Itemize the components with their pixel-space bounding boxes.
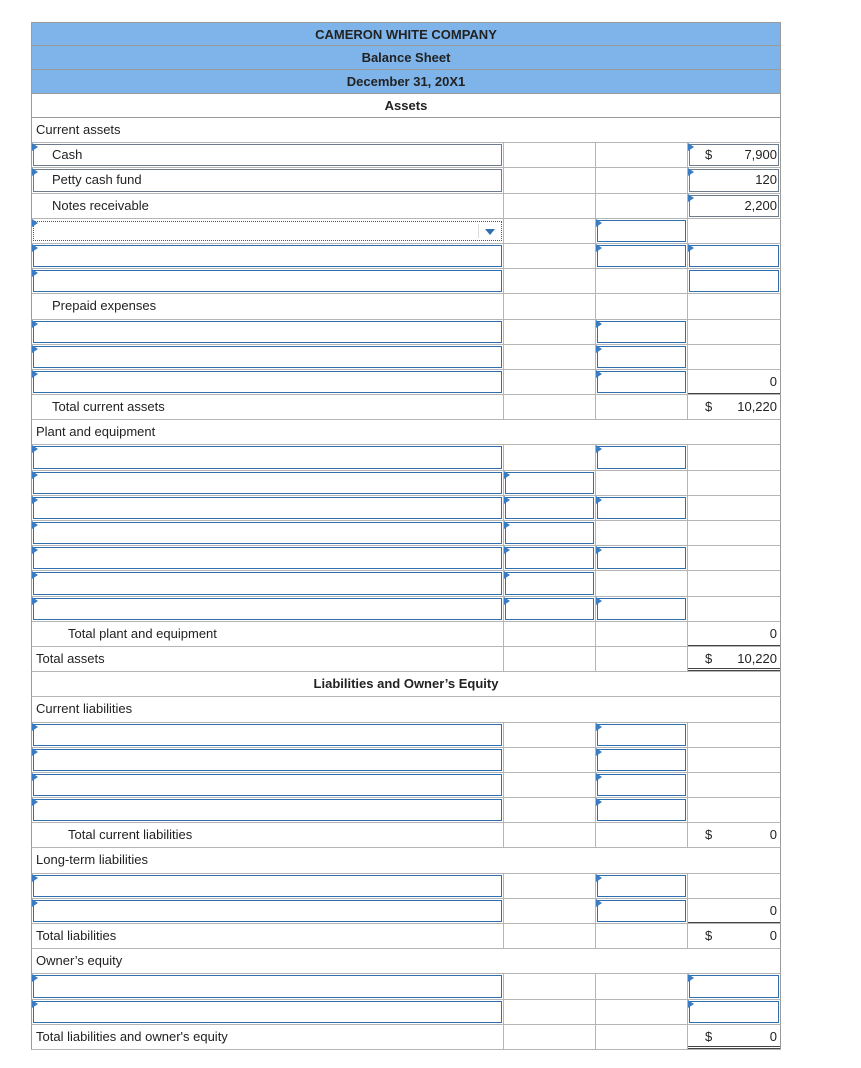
total-liabilities-equity-row [31, 1025, 781, 1050]
liability-entry-row [31, 798, 781, 823]
prepaid-entry-row [31, 370, 781, 395]
account-input[interactable] [33, 799, 502, 821]
account-input[interactable] [33, 975, 502, 997]
account-input[interactable] [33, 900, 502, 922]
notes-receivable-label: Notes receivable [52, 197, 149, 213]
prepaid-label: Prepaid expenses [52, 298, 157, 314]
account-input[interactable] [33, 598, 502, 620]
account-input[interactable] [33, 724, 502, 746]
owners-equity-row [31, 949, 781, 974]
asset-entry-row [31, 269, 781, 294]
long-term-entry-row [31, 874, 781, 899]
petty-cash-label: Petty cash fund [52, 172, 142, 188]
statement-date: December 31, 20X1 [31, 70, 781, 94]
liability-entry-row [31, 773, 781, 798]
total-current-assets-label: Total current assets [52, 399, 165, 415]
account-dropdown[interactable] [33, 221, 502, 241]
amount-input[interactable] [597, 598, 686, 620]
amount-input[interactable] [597, 497, 686, 519]
current-liabilities-row [31, 697, 781, 722]
petty-cash-amount: 120 [755, 172, 777, 188]
plant-entry-row [31, 521, 781, 546]
total-input[interactable] [689, 270, 779, 292]
plant-entry-row [31, 546, 781, 571]
petty-cash-row [31, 168, 781, 193]
account-input[interactable] [33, 749, 502, 771]
asset-dropdown-row [31, 219, 781, 244]
amount-input[interactable] [505, 497, 594, 519]
total-assets-label: Total assets [36, 650, 105, 666]
prepaid-row [31, 294, 781, 319]
prepaid-total: 0 [769, 373, 777, 389]
total-liabilities-value: 0 [769, 928, 777, 943]
liabilities-equity-title: Liabilities and Owner’s Equity [31, 672, 781, 697]
asset-entry-row [31, 244, 781, 269]
amount-input[interactable] [597, 245, 686, 267]
amount-input[interactable] [597, 749, 686, 771]
amount-input[interactable] [597, 321, 686, 343]
account-input[interactable] [33, 321, 502, 343]
total-current-liabilities-label: Total current liabilities [68, 827, 193, 843]
total-current-assets-value: 10,220 [737, 399, 777, 415]
amount-input[interactable] [597, 346, 686, 368]
amount-input[interactable] [689, 975, 779, 997]
notes-receivable-row [31, 194, 781, 219]
total-liabilities-dollar: $ [705, 928, 713, 943]
plant-equipment-label: Plant and equipment [36, 424, 156, 440]
account-input[interactable] [33, 774, 502, 796]
total-current-assets-dollar: $ [705, 399, 713, 415]
amount-input[interactable] [597, 875, 686, 897]
total-liabilities-equity-label: Total liabilities and owner's equity [36, 1028, 228, 1044]
amount-input[interactable] [597, 446, 686, 468]
equity-entry-row [31, 974, 781, 999]
account-input[interactable] [33, 346, 502, 368]
plant-entry-row [31, 597, 781, 622]
total-assets-dollar: $ [705, 650, 713, 666]
cash-account-field[interactable] [33, 144, 502, 166]
liability-entry-row [31, 723, 781, 748]
total-current-assets-row [31, 395, 781, 420]
total-assets-value: 10,220 [737, 650, 777, 666]
amount-input[interactable] [505, 598, 594, 620]
amount-input[interactable] [597, 799, 686, 821]
prepaid-entry-row [31, 320, 781, 345]
cash-amount: 7,900 [744, 147, 777, 163]
cash-dollar-sign: $ [705, 147, 713, 163]
amount-input[interactable] [505, 547, 594, 569]
amount-input[interactable] [689, 1001, 779, 1023]
total-assets-row [31, 647, 781, 672]
current-liabilities-label: Current liabilities [36, 701, 133, 717]
account-input[interactable] [33, 270, 502, 292]
company-name: CAMERON WHITE COMPANY [31, 22, 781, 46]
amount-input[interactable] [597, 547, 686, 569]
total-liabilities-equity-dollar: $ [705, 1028, 713, 1044]
current-assets-label: Current assets [36, 122, 121, 137]
total-plant-label: Total plant and equipment [68, 625, 217, 641]
long-term-entry-row [31, 899, 781, 924]
amount-input[interactable] [597, 220, 686, 242]
total-plant-value: 0 [769, 625, 777, 641]
account-input[interactable] [33, 497, 502, 519]
assets-title: Assets [31, 94, 781, 118]
total-input[interactable] [689, 245, 779, 267]
long-term-total: 0 [769, 902, 777, 918]
notes-receivable-amount: 2,200 [744, 197, 777, 213]
amount-input[interactable] [505, 472, 594, 494]
amount-input[interactable] [597, 371, 686, 393]
amount-input[interactable] [505, 522, 594, 544]
plant-entry-row [31, 445, 781, 470]
account-input[interactable] [33, 522, 502, 544]
total-current-liabilities-dollar: $ [705, 827, 713, 843]
equity-entry-row [31, 1000, 781, 1025]
amount-input[interactable] [505, 572, 594, 594]
amount-input[interactable] [597, 900, 686, 922]
plant-entry-row [31, 471, 781, 496]
cash-row [31, 143, 781, 168]
owners-equity-label: Owner’s equity [36, 953, 123, 969]
long-term-liabilities-row [31, 848, 781, 873]
total-liabilities-equity-value: 0 [769, 1028, 777, 1044]
plant-equipment-row [31, 420, 781, 445]
current-assets-row [31, 118, 781, 143]
account-input[interactable] [33, 547, 502, 569]
account-input[interactable] [33, 1001, 502, 1023]
account-input[interactable] [33, 245, 502, 267]
account-input[interactable] [33, 472, 502, 494]
liability-entry-row [31, 748, 781, 773]
statement-title: Balance Sheet [31, 46, 781, 70]
prepaid-entry-row [31, 345, 781, 370]
plant-entry-row [31, 571, 781, 596]
total-plant-row [31, 622, 781, 647]
total-current-liabilities-row [31, 823, 781, 848]
account-input[interactable] [33, 446, 502, 468]
account-input[interactable] [33, 371, 502, 393]
plant-entry-row [31, 496, 781, 521]
total-liabilities-label: Total liabilities [36, 928, 117, 943]
cash-label: Cash [52, 147, 83, 163]
balance-sheet [31, 22, 781, 1050]
long-term-liabilities-label: Long-term liabilities [36, 852, 148, 868]
amount-input[interactable] [597, 724, 686, 746]
total-liabilities-row [31, 924, 781, 949]
amount-input[interactable] [597, 774, 686, 796]
chevron-down-icon[interactable] [485, 229, 495, 235]
total-current-liabilities-value: 0 [769, 827, 777, 843]
account-input[interactable] [33, 875, 502, 897]
account-input[interactable] [33, 572, 502, 594]
